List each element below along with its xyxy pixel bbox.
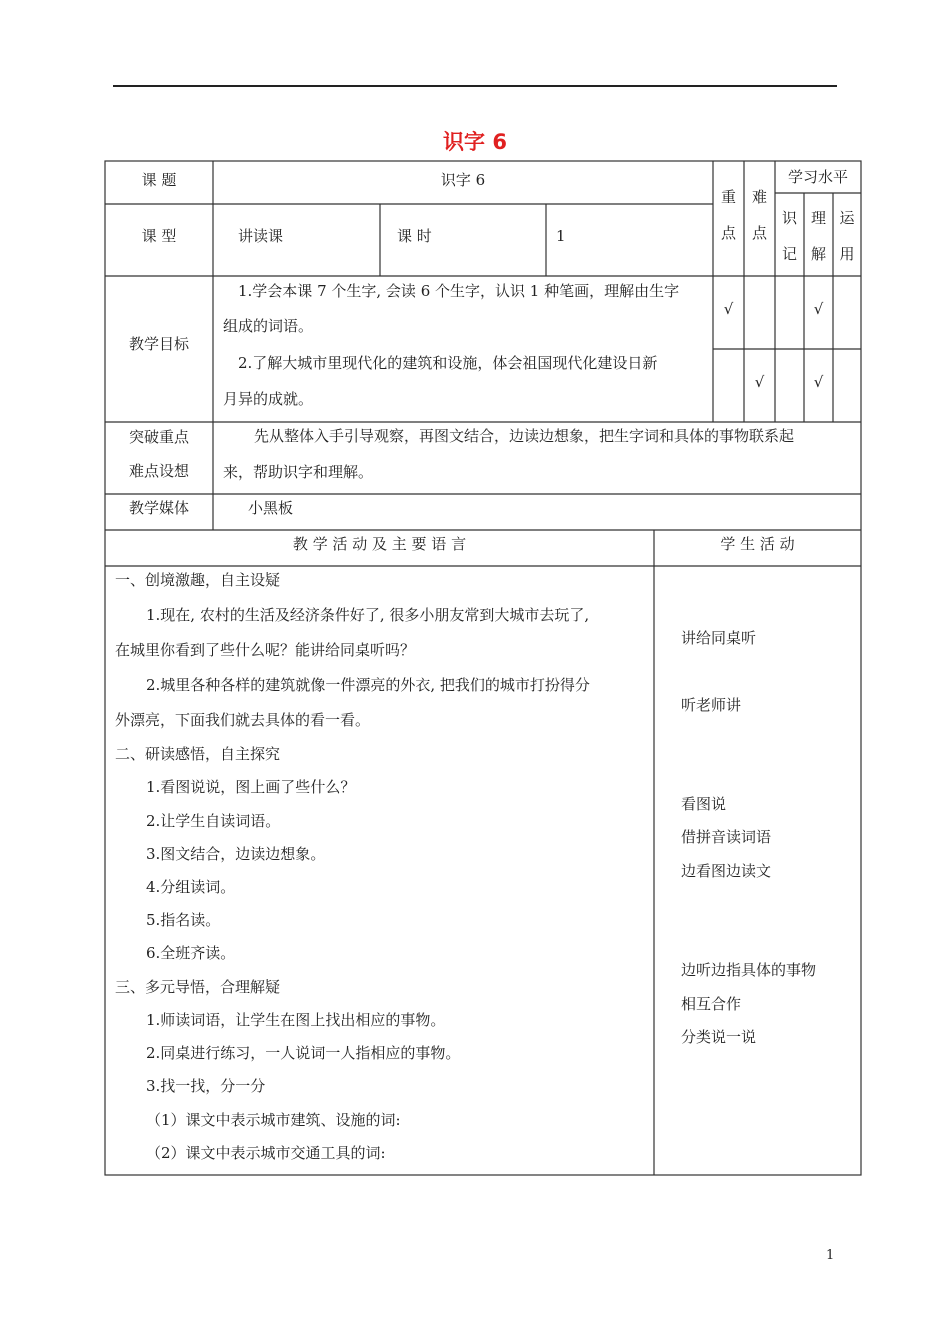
difficulty-label-1: 难 — [751, 188, 767, 206]
level-label: 学习水平 — [787, 168, 848, 186]
focus-label-2: 点 — [720, 224, 736, 242]
student-activity-line: 边听边指具体的事物 — [681, 961, 817, 979]
activity-line: 4.分组读词。 — [146, 878, 236, 896]
objective-1-focus-check: √ — [723, 300, 734, 318]
student-activity-line: 借拼音读词语 — [681, 828, 772, 846]
breakthrough-line-2: 来，帮助识字和理解。 — [223, 463, 374, 481]
apply-label-2: 用 — [839, 245, 855, 263]
objective-2-understand-check: √ — [813, 373, 824, 391]
objective-2-line-2: 月异的成就。 — [223, 390, 314, 408]
student-activity-line: 看图说 — [681, 795, 727, 813]
student-activity-line: 讲给同桌听 — [681, 629, 757, 647]
activity-line: 外漂亮，下面我们就去具体的看一看。 — [115, 711, 371, 729]
teacher-activity-header: 教 学 活 动 及 主 要 语 言 — [292, 535, 467, 553]
student-activity-line: 分类说一说 — [681, 1028, 757, 1046]
activity-line: 3.图文结合，边读边想象。 — [146, 845, 326, 863]
breakthrough-label-2: 难点设想 — [128, 462, 189, 480]
understand-label-1: 理 — [810, 209, 826, 227]
activity-line: 1.现在, 农村的生活及经济条件好了, 很多小朋友常到大城市去玩了, — [146, 606, 590, 624]
activity-line: 三、多元导悟，合理解疑 — [115, 978, 281, 996]
understand-label-2: 解 — [810, 245, 826, 263]
activity-line: 3.找一找，分一分 — [146, 1077, 266, 1095]
type-label: 课 型 — [141, 227, 177, 245]
difficulty-label-2: 点 — [751, 224, 767, 242]
activity-line: 5.指名读。 — [146, 911, 221, 929]
breakthrough-line-1: 先从整体入手引导观察，再图文结合，边读边想象，把生字词和具体的事物联系起 — [254, 427, 795, 445]
activity-line: 2.同桌进行练习，一人说词一人指相应的事物。 — [146, 1044, 461, 1062]
objective-2-line-1: 2.了解大城市里现代化的建筑和设施，体会祖国现代化建设日新 — [238, 354, 658, 372]
apply-label-1: 运 — [839, 209, 855, 227]
activity-line: 1.看图说说，图上画了些什么？ — [146, 778, 356, 796]
activity-line: （1）课文中表示城市建筑、设施的词: — [146, 1111, 401, 1129]
topic-value: 识字 6 — [440, 171, 486, 189]
media-value: 小黑板 — [248, 499, 294, 517]
breakthrough-label-1: 突破重点 — [128, 428, 189, 446]
student-activity-header: 学 生 活 动 — [720, 535, 795, 553]
activity-line: 二、研读感悟，自主探究 — [115, 745, 281, 763]
objective-1-line-2: 组成的词语。 — [223, 317, 314, 335]
activity-line: 一、创境激趣，自主设疑 — [115, 571, 281, 589]
hours-label: 课 时 — [397, 227, 432, 245]
memorize-label-1: 识 — [781, 209, 797, 227]
objective-2-difficulty-check: √ — [754, 373, 765, 391]
topic-label: 课 题 — [141, 171, 177, 189]
page-title: 识字 6 — [443, 130, 507, 154]
memorize-label-2: 记 — [781, 245, 797, 263]
page-number: 1 — [826, 1248, 835, 1263]
student-activity-line: 相互合作 — [681, 995, 742, 1013]
media-label: 教学媒体 — [128, 499, 189, 517]
activity-line: 6.全班齐读。 — [146, 944, 236, 962]
activity-line: 2.城里各种各样的建筑就像一件漂亮的外衣, 把我们的城市打扮得分 — [146, 676, 590, 694]
activity-line: 1.师读词语，让学生在图上找出相应的事物。 — [146, 1011, 446, 1029]
activity-line: （2）课文中表示城市交通工具的词: — [146, 1144, 386, 1162]
objective-1-understand-check: √ — [813, 300, 824, 318]
objectives-label: 教学目标 — [128, 335, 189, 353]
focus-label-1: 重 — [720, 188, 736, 206]
activity-line: 在城里你看到了些什么呢？能讲给同桌听吗？ — [115, 641, 416, 659]
objective-1-line-1: 1.学会本课 7 个生字, 会读 6 个生字，认识 1 种笔画，理解由生字 — [238, 282, 680, 300]
activity-line: 2.让学生自读词语。 — [146, 812, 281, 830]
student-activity-line: 边看图边读文 — [681, 862, 772, 880]
type-value: 讲读课 — [238, 227, 284, 245]
student-activity-line: 听老师讲 — [681, 696, 742, 714]
hours-value: 1 — [556, 227, 566, 245]
